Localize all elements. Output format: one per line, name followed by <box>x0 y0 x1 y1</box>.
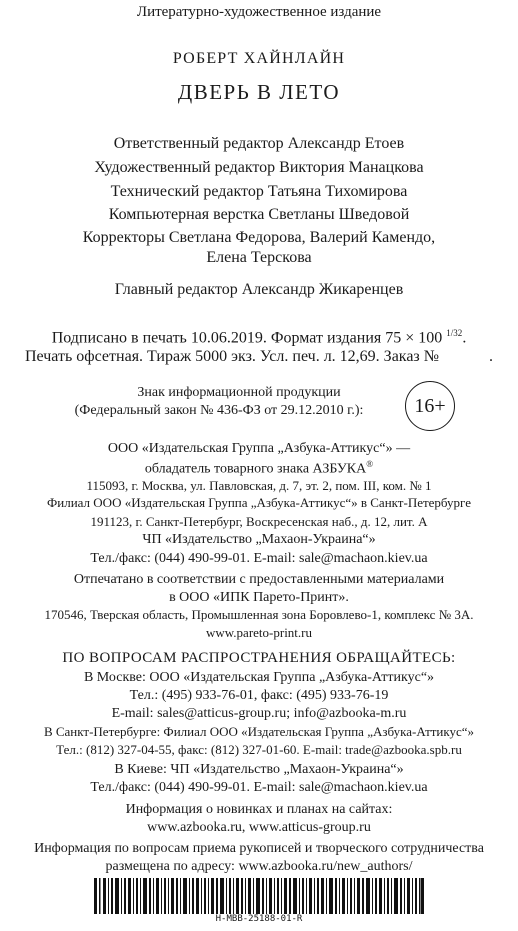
trademark-text: обладатель товарного знака АЗБУКА <box>144 461 367 477</box>
chief-editor: Главный редактор Александр Жикаренцев <box>114 281 404 298</box>
print-info-line2 <box>0 348 518 366</box>
staff-line: Корректоры Светлана Федорова, Валерий Камендо, <box>82 229 436 246</box>
print-format: Подписано в печать 10.06.2019. Формат издания 75 × 100 <box>51 329 447 347</box>
printer-name: в ООО «ИПК Парето-Принт». <box>169 590 349 605</box>
distribution-kiev-phone: Тел./факс: (044) 490-99-01. E-mail: sale@machaon.kiev.ua <box>90 780 428 795</box>
websites-list: www.azbooka.ru, www.atticus-group.ru <box>147 820 371 835</box>
print-format-fraction: 1/32 <box>446 328 463 338</box>
printer-note: Отпечатано в соответствии с предоставленными материалами <box>73 572 445 587</box>
publisher-address: 115093, г. Москва, ул. Павловская, д. 7, эт. 2, пом. III, ком. № 1 <box>86 478 432 493</box>
edition-type: Литературно-художественное издание <box>136 4 382 20</box>
branch-spb-address: 191123, г. Санкт-Петербург, Воскресенская наб., д. 12, лит. А <box>90 514 428 529</box>
staff-line: Технический редактор Татьяна Тихомирова <box>110 183 408 200</box>
book-title: ДВЕРЬ В ЛЕТО <box>177 80 341 104</box>
age-mark-law: (Федеральный закон № 436-ФЗ от 29.12.2010 г.): <box>74 403 364 418</box>
manuscripts-url: размещена по адресу: www.azbooka.ru/new_authors/ <box>105 859 413 874</box>
age-rating-badge: 16+ <box>405 381 455 431</box>
staff-line: Елена Терскова <box>206 249 312 266</box>
distribution-moscow-phone: Тел.: (495) 933-76-01, факс: (495) 933-76-19 <box>129 688 389 703</box>
book-author: РОБЕРТ ХАЙНЛАЙН <box>172 50 346 67</box>
manuscripts-info: Информация по вопросам приема рукописей и творческого сотрудничества <box>34 841 484 856</box>
printer-website: www.pareto-print.ru <box>205 625 312 640</box>
age-mark-label: Знак информационной продукции <box>137 385 341 400</box>
ukraine-name: ЧП «Издательство „Махаон-Украина“» <box>142 532 376 547</box>
staff-line: Компьютерная верстка Светланы Шведовой <box>108 206 410 223</box>
staff-line: Художественный редактор Виктория Манацкова <box>94 159 424 176</box>
distribution-moscow: В Москве: ООО «Издательская Группа „Азбука-Аттикус“» <box>83 670 435 685</box>
print-format-end: . <box>462 329 467 347</box>
distribution-spb: В Санкт-Петербурге: Филиал ООО «Издательская Группа „Азбука-Аттикус“» <box>43 724 475 739</box>
ukraine-contacts: Тел./факс: (044) 490-99-01. E-mail: sale@machaon.kiev.ua <box>90 551 428 566</box>
distribution-kiev: В Киеве: ЧП «Издательство „Махаон-Украина“» <box>114 762 404 777</box>
print-info-line1 <box>0 328 518 347</box>
registered-mark: ® <box>366 459 374 469</box>
publisher-name: ООО «Издательская Группа „Азбука-Аттикус“» — <box>107 441 411 456</box>
distribution-heading: ПО ВОПРОСАМ РАСПРОСТРАНЕНИЯ ОБРАЩАЙТЕСЬ: <box>62 650 456 666</box>
websites-info: Информация о новинках и планах на сайтах: <box>125 802 393 817</box>
staff-line: Ответственный редактор Александр Етоев <box>113 135 405 152</box>
printer-address: 170546, Тверская область, Промышленная зона Боровлево-1, комплекс № 3А. <box>44 607 474 622</box>
barcode-code: H-MBB-25188-01-R <box>215 914 303 924</box>
print-run: Печать офсетная. Тираж 5000 экз. Усл. печ. л. 12,69. Заказ № <box>24 348 440 365</box>
distribution-spb-phone: Тел.: (812) 327-04-55, факс: (812) 327-01-60. E-mail: trade@azbooka.spb.ru <box>56 742 462 757</box>
branch-spb-name: Филиал ООО «Издательская Группа „Азбука-Аттикус“» в Санкт-Петербурге <box>47 495 471 510</box>
distribution-moscow-email: E-mail: sales@atticus-group.ru; info@azbooka-m.ru <box>111 706 407 721</box>
print-run-end: . <box>489 348 494 365</box>
publisher-trademark <box>0 459 518 478</box>
barcode-icon <box>94 878 424 914</box>
